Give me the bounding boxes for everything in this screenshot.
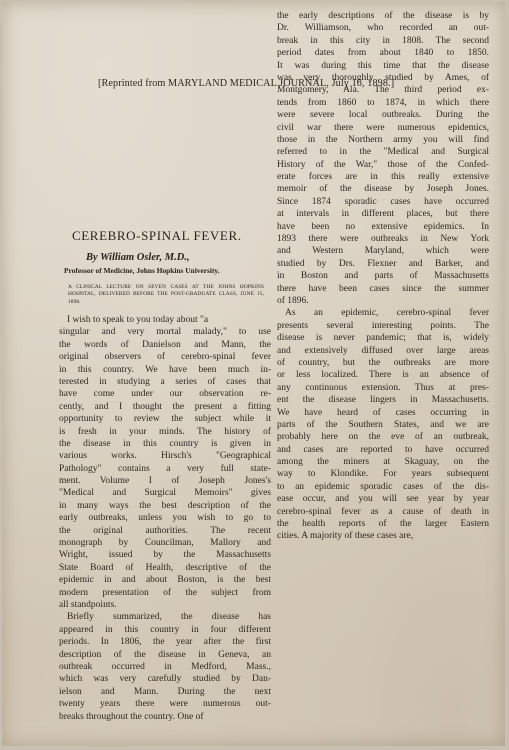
text-line: ment. Volume I of Joseph Jones's xyxy=(59,476,271,487)
text-line: modern presentation of the subject from xyxy=(59,587,271,598)
text-line: Since 1874 sporadic cases have occurred xyxy=(277,196,489,207)
text-line: terested in studying a series of cases that xyxy=(59,376,271,387)
text-line: was very thoroughly studied by Ames, of xyxy=(277,72,489,83)
text-line: periods. In 1806, the year after the first xyxy=(59,637,271,648)
text-line: As an epidemic, cerebro-spinal fever xyxy=(285,308,489,319)
text-line: all standpoints. xyxy=(59,599,117,610)
text-line: early outbreaks, unless you wish to go to xyxy=(59,513,271,524)
text-line: appeared in this country in four different xyxy=(59,624,271,635)
text-line: ent the disease lingers in Massachusetts. xyxy=(277,395,489,406)
right-text-column xyxy=(277,10,489,543)
text-line: "Medical and Surgical Memoirs" gives xyxy=(59,488,271,499)
text-line: way to Klondike. For years subsequent xyxy=(277,469,489,480)
text-line: disease is never pandemic; that is, widely xyxy=(277,333,489,344)
text-line: cities. A majority of these cases are, xyxy=(277,531,414,542)
text-line: cerebro-spinal fever as a cause of death in xyxy=(277,506,489,517)
text-line: have been no extensive epidemics. In xyxy=(277,221,489,232)
text-line: in many ways the best description of the xyxy=(59,500,271,511)
text-line: any continuous extension. Thus at pres- xyxy=(277,382,489,393)
text-line: those in the Northern army you will find xyxy=(277,134,489,145)
text-line: civil war there were numerous epidemics, xyxy=(277,122,489,133)
text-line: description of the disease in Geneva, an xyxy=(59,649,271,660)
text-line: singular and very mortal malady," to use xyxy=(59,327,271,338)
text-line: 1893 there were outbreaks in New York xyxy=(277,234,489,245)
text-line: of country, but the outbreaks are more xyxy=(277,357,489,368)
text-line: Montgomery, Ala. The third period ex- xyxy=(277,85,489,96)
text-line: were severe local outbreaks. During the xyxy=(277,110,489,121)
text-line: there have been cases since the summer xyxy=(277,283,489,294)
text-line: the words of Danielson and Mann, the xyxy=(59,339,271,350)
text-line: epidemic in and about Boston, is the best xyxy=(59,575,271,586)
text-line: and Western Maryland, which were xyxy=(277,246,489,257)
text-line: Briefly summarized, the disease has xyxy=(67,612,271,623)
text-line: the early descriptions of the disease is by xyxy=(277,11,489,21)
text-line: the disease in this country is given in xyxy=(59,438,271,449)
text-line: ielson and Mann. During the next xyxy=(59,686,271,697)
text-line: referred to in the "Medical and Surgical xyxy=(277,147,489,158)
text-line: break in this city in 1808. The second xyxy=(277,35,489,46)
text-line: presents several interesting points. The xyxy=(277,320,489,331)
text-line: Dr. Williamson, who recorded an out- xyxy=(277,23,489,34)
text-line: I wish to speak to you today about "a xyxy=(67,315,209,325)
journal-page xyxy=(2,2,505,746)
text-line: and extensively diffused over large areas xyxy=(277,345,489,356)
lecture-note: A CLINICAL LECTURE ON SEVEN CASES AT THE JOHNS HOPKINS HOSPITAL, DELIVERED BEFORE THE POST-GRADUATE CLASS, JUNE 15, 1898. xyxy=(68,284,264,305)
article-title: CEREBRO-SPINAL FEVER. xyxy=(72,228,242,243)
text-line: period dates from about 1840 to 1850. xyxy=(277,48,489,59)
text-line: the health reports of the larger Eastern xyxy=(277,519,489,530)
text-line: to an epidemic sporadic cases of the dis- xyxy=(277,481,489,492)
left-text-column xyxy=(59,314,271,723)
text-line: parts of the Southern States, and we are xyxy=(277,419,489,430)
text-line: is fresh in your minds. The history of xyxy=(59,426,271,437)
text-line: in this country. We have been much in- xyxy=(59,364,271,375)
text-line: at intervals in different places, but there xyxy=(277,209,489,220)
text-line: twenty years there were numerous out- xyxy=(59,699,271,710)
text-line: and cases are reported to have occurred xyxy=(277,444,489,455)
author-affiliation: Professor of Medicine, Johns Hopkins University. xyxy=(64,266,220,275)
text-line: It was during this time that the disease xyxy=(277,60,489,71)
text-line: probably here on the eve of an outbreak, xyxy=(277,432,489,443)
text-line: outbreak occurred in Medford, Mass., xyxy=(59,661,271,672)
reprint-header: [Reprinted from MARYLAND MEDICAL JOURNAL, July 16, 1898.] xyxy=(98,78,395,89)
text-line: memoir of the disease by Joseph Jones. xyxy=(277,184,489,195)
text-line: have come under our observation re- xyxy=(59,389,271,400)
text-line: breaks throughout the country. One of xyxy=(59,711,204,722)
text-line: or less localized. There is an absence of xyxy=(277,370,489,381)
text-line: opportunity to review the subject while it xyxy=(59,414,271,425)
text-line: the original authorities. The recent xyxy=(59,525,271,536)
text-line: cently, and I thought the present a fitting xyxy=(59,401,271,412)
text-line: erate forces are in this really extensive xyxy=(277,172,489,183)
article-author: By William Osler, M.D., xyxy=(86,252,190,263)
text-line: tends from 1860 to 1874, in which there xyxy=(277,97,489,108)
text-line: monograph by Councilman, Mallory and xyxy=(59,538,271,549)
text-line: We have heard of cases occurring in xyxy=(277,407,489,418)
text-line: among the miners at Skaguay, on the xyxy=(277,457,489,468)
text-line: various works. Hirsch's "Geographical xyxy=(59,451,271,462)
text-line: History of the War," those of the Confed- xyxy=(277,159,489,170)
text-line: original observers of cerebro-spinal fever xyxy=(59,352,271,363)
text-line: Pathology" contains a very full state- xyxy=(59,463,271,474)
text-line: of 1896. xyxy=(277,295,309,306)
text-line: Wright, issued by the Massachusetts xyxy=(59,550,271,561)
text-line: in Boston and parts of Massachusetts xyxy=(277,271,489,282)
text-line: ease occur, and you will see year by year xyxy=(277,494,489,505)
text-line: State Board of Health, descriptive of the xyxy=(59,562,271,573)
text-line: which was very carefully studied by Dan- xyxy=(59,674,271,685)
text-line: studied by Drs. Flexner and Barker, and xyxy=(277,258,489,269)
